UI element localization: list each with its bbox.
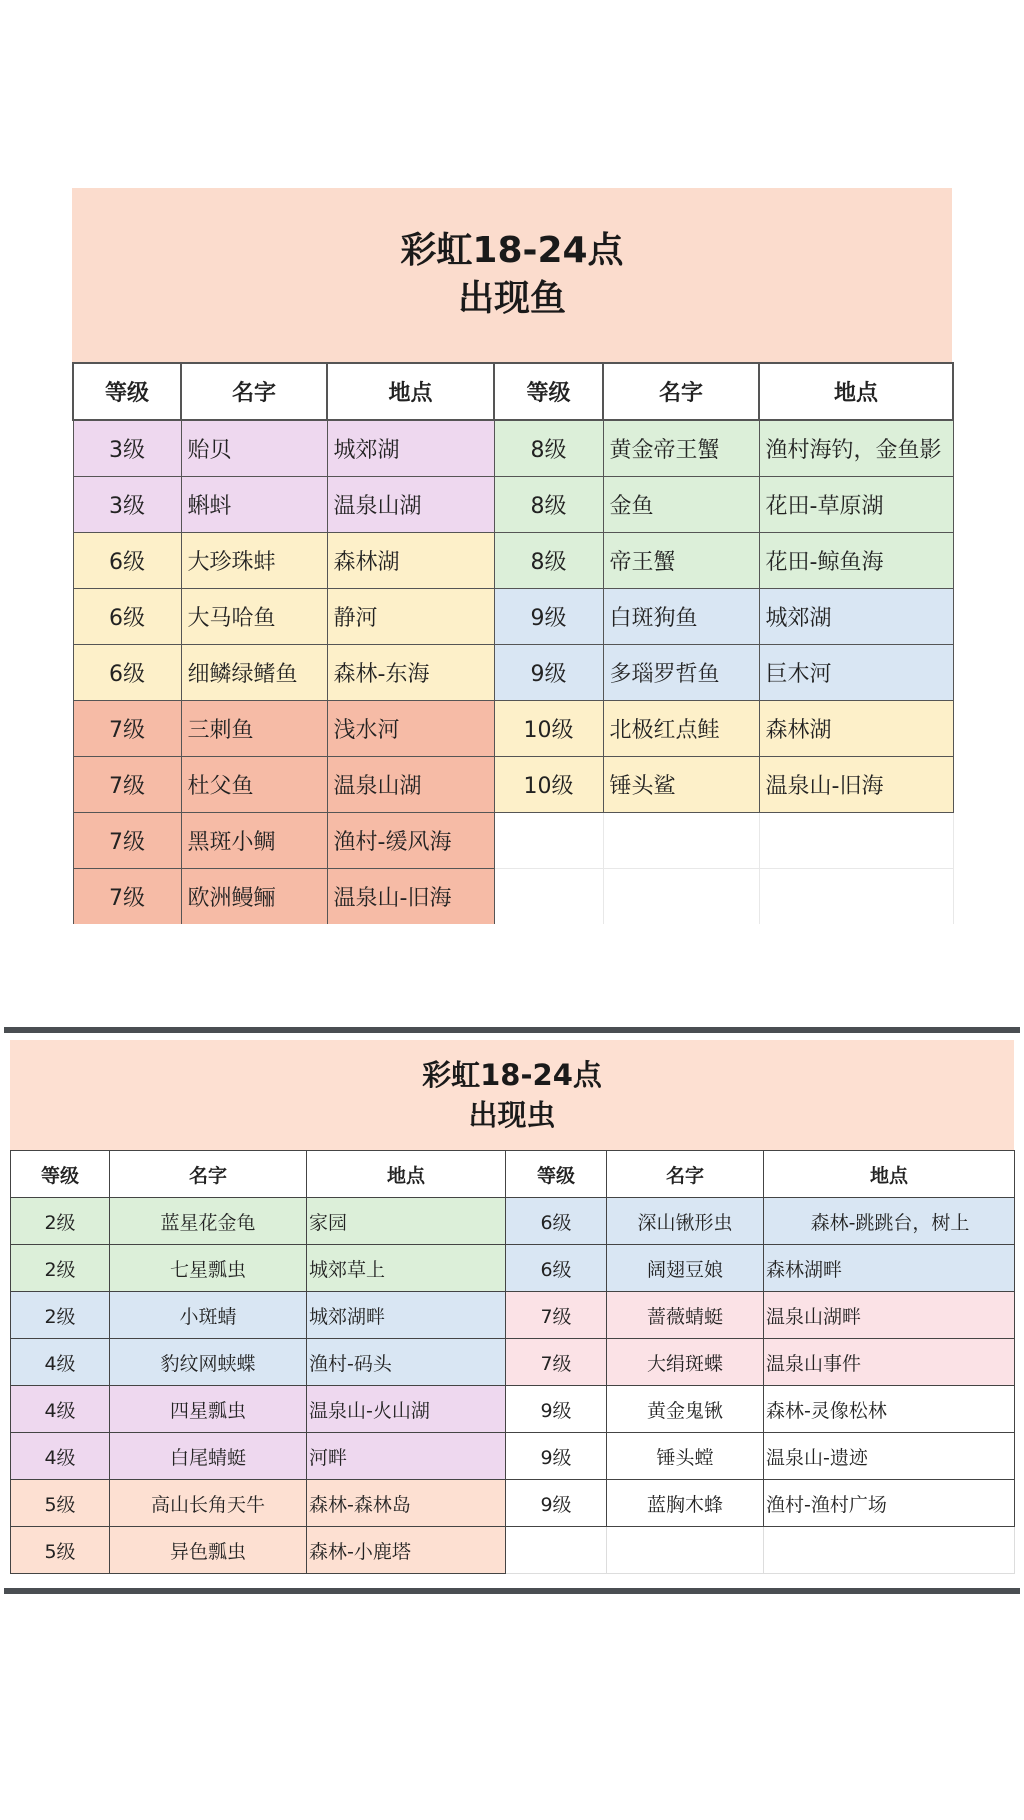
place-cell: 渔村-渔村广场 — [764, 1480, 1015, 1527]
table-row — [73, 757, 953, 813]
place-cell: 森林-灵像松林 — [764, 1386, 1015, 1433]
header-level: 等级 — [73, 363, 181, 420]
name-cell: 七星瓢虫 — [110, 1245, 307, 1292]
level-cell: 9级 — [494, 645, 603, 701]
level-cell: 4级 — [11, 1433, 110, 1480]
table-row — [73, 420, 953, 477]
name-cell: 阔翅豆娘 — [607, 1245, 764, 1292]
name-cell: 蝌蚪 — [181, 477, 327, 533]
bug-table-header-row — [11, 1151, 1015, 1198]
name-cell: 小斑蜻 — [110, 1292, 307, 1339]
level-cell: 2级 — [11, 1245, 110, 1292]
name-cell: 异色瓢虫 — [110, 1527, 307, 1574]
name-cell: 杜父鱼 — [181, 757, 327, 813]
place-cell: 温泉山湖畔 — [764, 1292, 1015, 1339]
fish-table — [72, 362, 954, 924]
place-cell: 巨木河 — [759, 645, 953, 701]
place-cell: 森林湖 — [327, 533, 494, 589]
header-place: 地点 — [327, 363, 494, 420]
place-cell: 城郊湖 — [327, 420, 494, 477]
header-name: 名字 — [607, 1151, 764, 1198]
empty-cell — [764, 1527, 1015, 1574]
empty-cell — [506, 1527, 607, 1574]
level-cell: 7级 — [73, 813, 181, 869]
name-cell: 欧洲鳗鲡 — [181, 869, 327, 925]
name-cell: 大马哈鱼 — [181, 589, 327, 645]
name-cell: 三刺鱼 — [181, 701, 327, 757]
bug-table-section — [10, 1040, 1014, 1574]
level-cell: 7级 — [506, 1292, 607, 1339]
table-row — [11, 1480, 1015, 1527]
place-cell: 花田-草原湖 — [759, 477, 953, 533]
name-cell: 深山锹形虫 — [607, 1198, 764, 1245]
empty-cell — [607, 1527, 764, 1574]
table-row — [73, 589, 953, 645]
level-cell: 9级 — [506, 1386, 607, 1433]
header-place: 地点 — [759, 363, 953, 420]
empty-cell — [759, 813, 953, 869]
level-cell: 6级 — [73, 533, 181, 589]
level-cell: 4级 — [11, 1386, 110, 1433]
fish-table-title — [72, 188, 952, 362]
level-cell: 9级 — [506, 1433, 607, 1480]
level-cell: 4级 — [11, 1339, 110, 1386]
name-cell: 锤头螳 — [607, 1433, 764, 1480]
header-place: 地点 — [307, 1151, 506, 1198]
bug-title-line1: 彩虹18-24点 — [422, 1058, 602, 1092]
bug-table — [10, 1150, 1015, 1574]
place-cell: 森林-小鹿塔 — [307, 1527, 506, 1574]
place-cell: 静河 — [327, 589, 494, 645]
place-cell: 森林-东海 — [327, 645, 494, 701]
level-cell: 3级 — [73, 477, 181, 533]
level-cell: 6级 — [506, 1245, 607, 1292]
place-cell: 温泉山湖 — [327, 757, 494, 813]
divider-bar-top — [4, 1027, 1020, 1033]
divider-bar-bottom — [4, 1588, 1020, 1594]
name-cell: 豹纹网蛱蝶 — [110, 1339, 307, 1386]
header-name: 名字 — [110, 1151, 307, 1198]
place-cell: 城郊湖畔 — [307, 1292, 506, 1339]
name-cell: 大珍珠蚌 — [181, 533, 327, 589]
table-row — [73, 701, 953, 757]
name-cell: 贻贝 — [181, 420, 327, 477]
level-cell: 7级 — [73, 701, 181, 757]
level-cell: 7级 — [506, 1339, 607, 1386]
level-cell: 5级 — [11, 1527, 110, 1574]
place-cell: 渔村-缓风海 — [327, 813, 494, 869]
level-cell: 9级 — [506, 1480, 607, 1527]
name-cell: 大绢斑蝶 — [607, 1339, 764, 1386]
place-cell: 渔村-码头 — [307, 1339, 506, 1386]
table-row — [11, 1433, 1015, 1480]
fish-table-section — [72, 188, 952, 924]
level-cell: 6级 — [73, 645, 181, 701]
place-cell: 城郊草上 — [307, 1245, 506, 1292]
table-row — [11, 1527, 1015, 1574]
place-cell: 温泉山-遗迹 — [764, 1433, 1015, 1480]
name-cell: 高山长角天牛 — [110, 1480, 307, 1527]
table-row — [11, 1198, 1015, 1245]
table-row — [73, 869, 953, 925]
place-cell: 城郊湖 — [759, 589, 953, 645]
level-cell: 6级 — [506, 1198, 607, 1245]
level-cell: 7级 — [73, 869, 181, 925]
level-cell: 10级 — [494, 701, 603, 757]
name-cell: 蔷薇蜻蜓 — [607, 1292, 764, 1339]
table-row — [11, 1245, 1015, 1292]
name-cell: 锤头鲨 — [603, 757, 759, 813]
fish-title-line1: 彩虹18-24点 — [400, 230, 624, 271]
bug-table-title — [10, 1040, 1014, 1150]
table-row — [11, 1339, 1015, 1386]
empty-cell — [494, 813, 603, 869]
table-row — [73, 645, 953, 701]
table-row — [73, 533, 953, 589]
level-cell: 2级 — [11, 1292, 110, 1339]
table-row — [11, 1292, 1015, 1339]
place-cell: 温泉山-旧海 — [759, 757, 953, 813]
level-cell: 9级 — [494, 589, 603, 645]
place-cell: 森林-森林岛 — [307, 1480, 506, 1527]
level-cell: 5级 — [11, 1480, 110, 1527]
place-cell: 浅水河 — [327, 701, 494, 757]
name-cell: 黄金鬼锹 — [607, 1386, 764, 1433]
header-level: 等级 — [494, 363, 603, 420]
place-cell: 河畔 — [307, 1433, 506, 1480]
name-cell: 蓝星花金龟 — [110, 1198, 307, 1245]
level-cell: 2级 — [11, 1198, 110, 1245]
place-cell: 温泉山湖 — [327, 477, 494, 533]
place-cell: 森林湖 — [759, 701, 953, 757]
header-place: 地点 — [764, 1151, 1015, 1198]
place-cell: 渔村海钓，金鱼影 — [759, 420, 953, 477]
level-cell: 7级 — [73, 757, 181, 813]
place-cell: 温泉山-火山湖 — [307, 1386, 506, 1433]
level-cell: 3级 — [73, 420, 181, 477]
level-cell: 8级 — [494, 420, 603, 477]
name-cell: 金鱼 — [603, 477, 759, 533]
fish-title-line2: 出现鱼 — [457, 278, 566, 319]
bug-table-body — [11, 1198, 1015, 1574]
name-cell: 白斑狗鱼 — [603, 589, 759, 645]
place-cell: 温泉山事件 — [764, 1339, 1015, 1386]
name-cell: 帝王蟹 — [603, 533, 759, 589]
table-row — [73, 813, 953, 869]
place-cell: 温泉山-旧海 — [327, 869, 494, 925]
place-cell: 森林-跳跳台，树上 — [764, 1198, 1015, 1245]
name-cell: 蓝胸木蜂 — [607, 1480, 764, 1527]
name-cell: 黄金帝王蟹 — [603, 420, 759, 477]
empty-cell — [603, 869, 759, 925]
fish-table-body — [73, 420, 953, 924]
place-cell: 家园 — [307, 1198, 506, 1245]
empty-cell — [494, 869, 603, 925]
header-name: 名字 — [603, 363, 759, 420]
name-cell: 多瑙罗哲鱼 — [603, 645, 759, 701]
name-cell: 四星瓢虫 — [110, 1386, 307, 1433]
place-cell: 森林湖畔 — [764, 1245, 1015, 1292]
table-row — [73, 477, 953, 533]
header-level: 等级 — [506, 1151, 607, 1198]
place-cell: 花田-鲸鱼海 — [759, 533, 953, 589]
header-name: 名字 — [181, 363, 327, 420]
name-cell: 白尾蜻蜓 — [110, 1433, 307, 1480]
level-cell: 10级 — [494, 757, 603, 813]
level-cell: 6级 — [73, 589, 181, 645]
fish-table-header-row — [73, 363, 953, 420]
name-cell: 北极红点鲑 — [603, 701, 759, 757]
empty-cell — [603, 813, 759, 869]
level-cell: 8级 — [494, 477, 603, 533]
name-cell: 黑斑小鲷 — [181, 813, 327, 869]
empty-cell — [759, 869, 953, 925]
name-cell: 细鳞绿鳍鱼 — [181, 645, 327, 701]
bug-title-line2: 出现虫 — [468, 1098, 556, 1132]
table-row — [11, 1386, 1015, 1433]
level-cell: 8级 — [494, 533, 603, 589]
header-level: 等级 — [11, 1151, 110, 1198]
